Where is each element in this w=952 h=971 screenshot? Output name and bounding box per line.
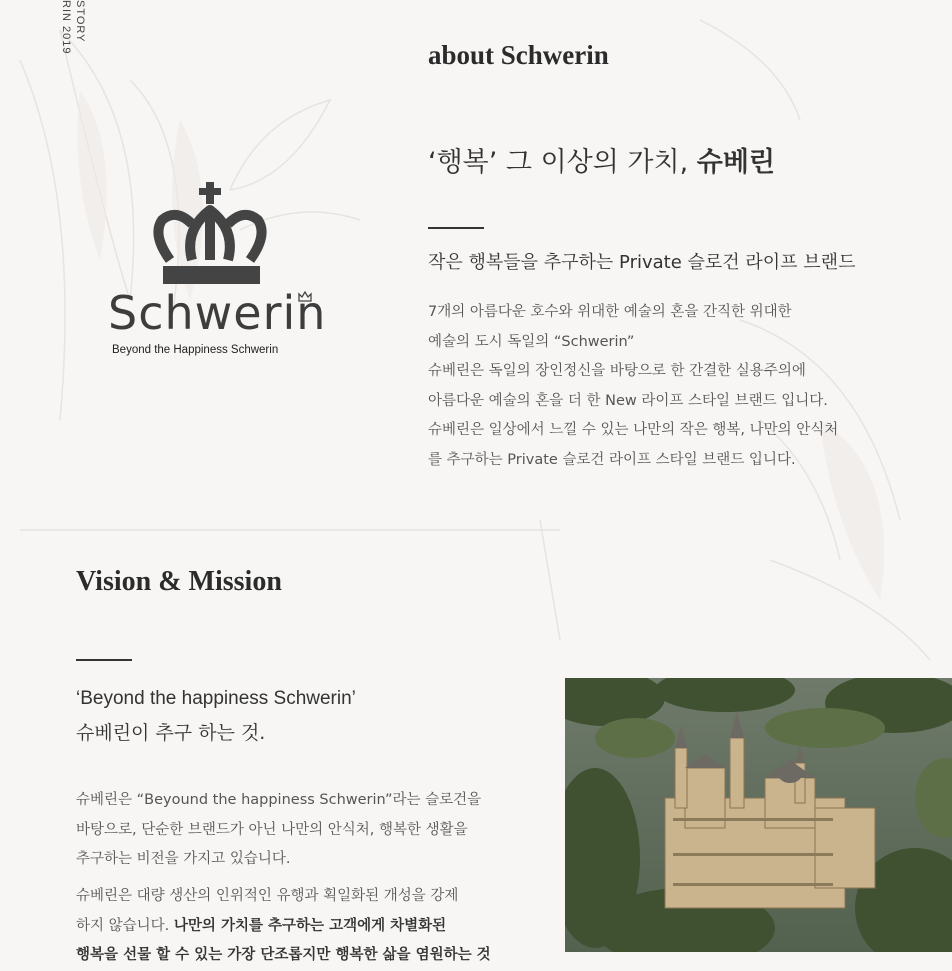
about-divider <box>428 227 484 229</box>
vision-paragraph-1 <box>76 786 481 875</box>
logo-tagline: Beyond the Happiness Schwerin <box>112 344 279 356</box>
about-line: 를 추구하는 Private 슬로건 라이프 스타일 브랜드 입니다. <box>428 451 796 468</box>
vision-line: 슈베린은 대량 생산의 인위적인 유행과 획일화된 개성을 강제 <box>76 888 459 904</box>
about-subtitle: 작은 행복들을 추구하는 Private 슬로건 라이프 브랜드 <box>428 252 856 273</box>
side-tag <box>40 0 100 70</box>
small-crown-icon <box>298 290 312 302</box>
brand-logo <box>100 180 327 370</box>
vision-quote-sub: 슈베린이 추구 하는 것. <box>76 722 266 744</box>
vision-divider <box>76 659 132 661</box>
vision-line: 슈베린은 “Beyound the happiness Schwerin”라는 슬로건을 <box>76 792 482 808</box>
vision-line-normal: 하지 않습니다. <box>76 917 174 934</box>
about-paragraph <box>428 298 838 475</box>
about-title-bold: 슈베린 <box>696 147 775 178</box>
side-tag-line1: STORY <box>74 0 86 43</box>
vision-line: 추구하는 비전을 가지고 있습니다. <box>76 851 291 867</box>
about-line: 아름다운 예술의 혼을 더 한 New 라이프 스타일 브랜드 입니다. <box>428 392 828 409</box>
vision-paragraph-2 <box>76 882 491 971</box>
vision-line-bold: 나만의 가치를 추구하는 고객에게 차별화된 <box>173 917 447 934</box>
logo-wordmark: Schwerin <box>108 286 327 340</box>
vision-heading: Vision & Mission <box>76 566 282 597</box>
about-line: 7개의 아름다운 호수와 위대한 예술의 혼을 간직한 위대한 <box>428 304 792 320</box>
side-tag-line2: RIN 2019 <box>60 0 72 55</box>
about-heading: about Schwerin <box>428 40 609 70</box>
about-title <box>428 140 775 179</box>
castle-photo <box>565 678 952 952</box>
vision-line: 바탕으로, 단순한 브랜드가 아닌 나만의 안식처, 행복한 생활을 <box>76 821 468 838</box>
about-title-main: ‘행복’ 그 이상의 가치, <box>428 147 697 178</box>
about-line: 슈베린은 독일의 장인정신을 바탕으로 한 간결한 실용주의에 <box>428 363 806 379</box>
vision-line: 행복을 선물 할 수 있는 가장 단조롭지만 행복한 삶을 염원하는 것 <box>76 947 491 963</box>
crown-icon <box>100 180 320 290</box>
vision-quote: ‘Beyond the happiness Schwerin’ <box>76 688 356 709</box>
about-line: 슈베린은 일상에서 느낄 수 있는 나만의 작은 행복, 나만의 안식처 <box>428 422 839 438</box>
about-line: 예술의 도시 독일의 “Schwerin” <box>428 333 635 350</box>
vision-line <box>76 912 491 942</box>
